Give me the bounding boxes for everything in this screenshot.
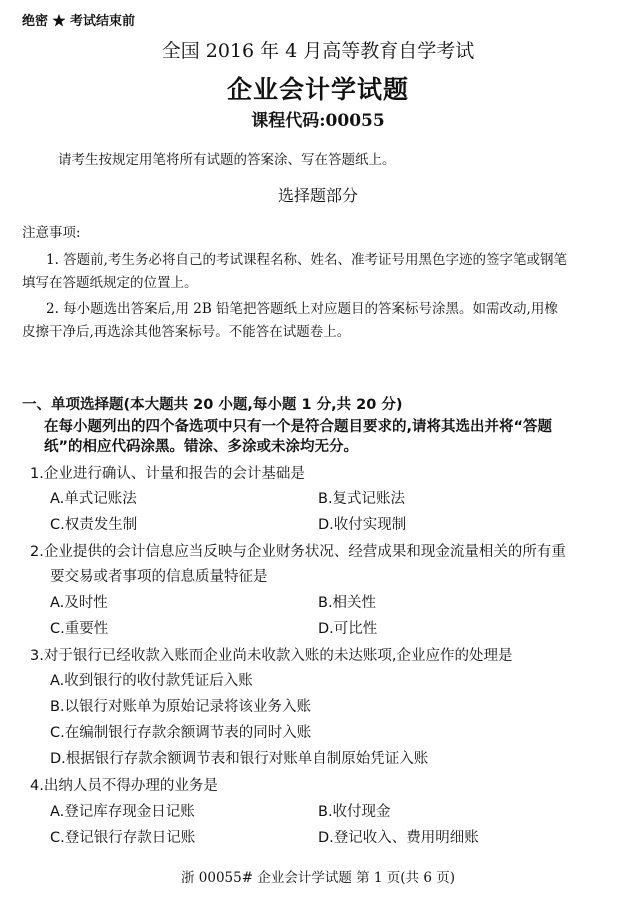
answer-instruction: 请考生按规定用笔将所有试题的答案涂、写在答题纸上。: [58, 152, 396, 168]
part-one-desc-line-1: 在每小题列出的四个备选项中只有一个是符合题目要求的,请将其选出并将“答题: [44, 419, 553, 435]
secret-label: 绝密 ★ 考试结束前: [22, 14, 136, 29]
note-2-line-2: 皮擦干净后,再选涂其他答案标号。不能答在试题卷上。: [22, 324, 351, 340]
question-2-stem-line-1: 2.企业提供的会计信息应当反映与企业财务状况、经营成果和现金流量相关的所有重: [30, 544, 566, 560]
question-1-option-b: B.复式记账法: [318, 491, 406, 507]
question-2-option-c: C.重要性: [50, 621, 109, 637]
question-4-option-b: B.收付现金: [318, 804, 391, 820]
section-title: 选择题部分: [277, 186, 358, 205]
question-1-option-c: C.权责发生制: [50, 517, 138, 533]
question-4-stem: 4.出纳人员不得办理的业务是: [30, 778, 218, 794]
question-1-option-a: A.单式记账法: [50, 491, 137, 507]
page-footer: 浙 00055# 企业会计学试题 第 1 页(共 6 页): [180, 870, 455, 886]
question-3-option-b: B.以银行对账单为原始记录将该业务入账: [50, 699, 312, 715]
question-2-option-d: D.可比性: [318, 621, 378, 637]
question-3-option-d: D.根据银行存款余额调节表和银行对账单自制原始凭证入账: [50, 751, 429, 767]
question-1-stem: 1.企业进行确认、计量和报告的会计基础是: [30, 466, 305, 482]
course-code: 课程代码:00055: [251, 111, 385, 131]
question-2-stem-line-2: 要交易或者事项的信息质量特征是: [50, 569, 268, 585]
question-3-option-a: A.收到银行的收付款凭证后入账: [50, 673, 253, 689]
note-2-line-1: 2. 每小题选出答案后,用 2B 铅笔把答题纸上对应题目的答案标号涂黑。如需改动,用橡: [46, 301, 558, 317]
exam-title: 全国 2016 年 4 月高等教育自学考试: [161, 40, 475, 62]
question-3-stem: 3.对于银行已经收款入账而企业尚未收款入账的未达账项,企业应作的处理是: [30, 648, 513, 664]
paper-title: 企业会计学试题: [226, 75, 409, 104]
question-3-option-c: C.在编制银行存款余额调节表的同时入账: [50, 725, 312, 741]
part-one-heading: 一、单项选择题(本大题共 20 小题,每小题 1 分,共 20 分): [22, 397, 403, 413]
question-2-option-b: B.相关性: [318, 595, 377, 611]
note-1-line-1: 1. 答题前,考生务必将自己的考试课程名称、姓名、准考证号用黑色字迹的签字笔或钢笔: [46, 252, 567, 268]
question-4-option-c: C.登记银行存款日记账: [50, 830, 196, 846]
question-2-option-a: A.及时性: [50, 595, 108, 611]
part-one-desc-line-2: 纸”的相应代码涂黑。错涂、多涂或未涂均无分。: [44, 439, 359, 455]
question-4-option-d: D.登记收入、费用明细账: [318, 830, 479, 846]
question-1-option-d: D.收付实现制: [318, 517, 407, 533]
question-4-option-a: A.登记库存现金日记账: [50, 804, 195, 820]
note-1-line-2: 填写在答题纸规定的位置上。: [22, 275, 198, 291]
notes-heading: 注意事项:: [22, 225, 81, 241]
